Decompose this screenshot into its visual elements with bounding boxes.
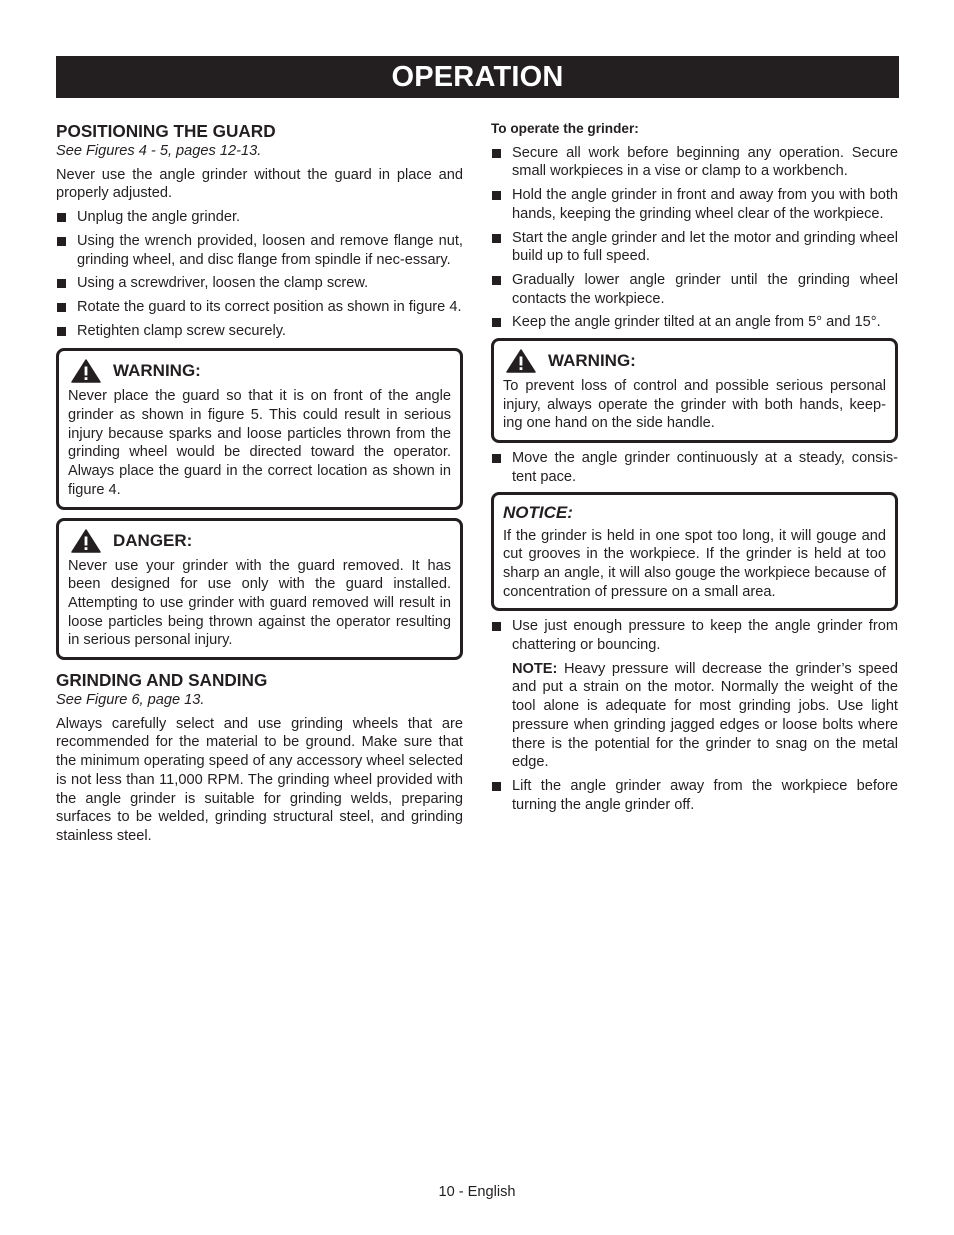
- square-bullet-icon: [57, 279, 66, 288]
- right-column: [491, 117, 898, 814]
- square-bullet-icon: [492, 782, 501, 791]
- danger-box: [56, 518, 463, 661]
- square-bullet-icon: [492, 276, 501, 285]
- warning-box: [56, 348, 463, 509]
- warning-box: [491, 338, 898, 443]
- section-heading-positioning: POSITIONING THE GUARD: [56, 121, 276, 141]
- list-item: Gradually lower angle grinder until the grinding wheel contacts the workpiece.: [491, 271, 898, 308]
- square-bullet-icon: [492, 318, 501, 327]
- list-item: Start the angle grinder and let the motor and grinding wheel build up to full speed.: [491, 229, 898, 266]
- list-item: Hold the angle grinder in front and away from you with both hands, keeping the grinding wheel clear of the workpiece.: [491, 186, 898, 223]
- square-bullet-icon: [57, 213, 66, 222]
- left-column: [56, 117, 463, 846]
- list-item: Lift the angle grinder away from the workpiece before turning the angle grinder off.: [491, 777, 898, 814]
- square-bullet-icon: [492, 191, 501, 200]
- page-title-banner: [56, 56, 899, 98]
- warning-text: Never place the guard so that it is on front of the angle grinder as shown in figure 5. This could result in serious injury because sparks and loose particles thrown from the grinding wheel would be directed toward the operator. Always place the guard in the correct location as shown in figure 4.: [68, 388, 451, 498]
- notice-text: If the grinder is held in one spot too long, it will gouge and cut grooves in the workpiece. If the grinder is held at too sharp an angle, it will also gouge the workpiece because of concentration of pressure on a small area.: [503, 527, 886, 600]
- lift-step-list: [491, 777, 898, 814]
- figure-reference: See Figure 6, page 13.: [56, 692, 205, 709]
- square-bullet-icon: [492, 234, 501, 243]
- warning-triangle-icon: [506, 349, 536, 373]
- note-label: NOTE:: [512, 660, 558, 677]
- warning-triangle-icon: [71, 529, 101, 553]
- danger-title: DANGER:: [68, 529, 451, 553]
- list-item: Unplug the angle grinder.: [56, 208, 463, 227]
- danger-text: Never use your grinder with the guard removed. It has been designed for use only with the guard installed. Attempting to use grinder with guard removed will result in loose particles being thrown against the operator resulting in serious personal injury.: [68, 557, 451, 649]
- intro-paragraph: Never use the angle grinder without the guard in place and properly adjusted.: [56, 166, 463, 202]
- warning-triangle-icon: [71, 359, 101, 383]
- section-heading-grinding: GRINDING AND SANDING: [56, 670, 268, 691]
- warning-title: WARNING:: [503, 349, 886, 373]
- note-paragraph: [491, 660, 898, 772]
- list-item: Using a screwdriver, loosen the clamp screw.: [56, 274, 463, 293]
- square-bullet-icon: [57, 237, 66, 246]
- page-title: OPERATION: [391, 61, 564, 93]
- square-bullet-icon: [492, 149, 501, 158]
- subheading-operate: To operate the grinder:: [491, 121, 639, 136]
- grinding-paragraph: Always carefully select and use grinding wheels that are recommended for the material to be ground. Make sure that the minimum operating speed of any accessory wheel selected is not less than 11,000 RPM. The grinding wheel provided with the angle grinder is suitable for grinding welds, preparing surfaces to be welded, grinding structural steel, and grinding stainless steel.: [56, 715, 463, 844]
- list-item: Keep the angle grinder tilted at an angle from 5° and 15°.: [491, 313, 898, 332]
- figure-reference: See Figures 4 - 5, pages 12-13.: [56, 143, 262, 159]
- pressure-step-list: [491, 617, 898, 654]
- list-item: Secure all work before beginning any operation. Secure small workpieces in a vise or clamp to a workbench.: [491, 144, 898, 181]
- warning-title: WARNING:: [68, 359, 451, 383]
- list-item: Using the wrench provided, loosen and remove flange nut, grinding wheel, and disc flange from spindle if nec-essary.: [56, 232, 463, 269]
- move-step-list: [491, 449, 898, 486]
- operate-steps-list: [491, 144, 898, 332]
- square-bullet-icon: [492, 622, 501, 631]
- list-item: Rotate the guard to its correct position as shown in figure 4.: [56, 298, 463, 317]
- list-item: Move the angle grinder continuously at a steady, consis-tent pace.: [491, 449, 898, 486]
- positioning-steps-list: [56, 208, 463, 340]
- list-item: Retighten clamp screw securely.: [56, 322, 463, 341]
- notice-box: [491, 492, 898, 612]
- page-footer: [0, 1183, 954, 1202]
- square-bullet-icon: [492, 454, 501, 463]
- square-bullet-icon: [57, 303, 66, 312]
- list-item: Use just enough pressure to keep the angle grinder from chattering or bouncing.: [491, 617, 898, 654]
- warning-text: To prevent loss of control and possible serious personal injury, always operate the grinder with both hands, keep-ing one hand on the side handle.: [503, 378, 886, 432]
- page-number: 10 - English: [438, 1184, 516, 1200]
- notice-title: NOTICE:: [503, 502, 573, 522]
- square-bullet-icon: [57, 327, 66, 336]
- note-text: Heavy pressure will decrease the grinder’s speed and put a strain on the motor. Normally the weight of the tool alone is adequate for most grinding jobs. Use light pressure when grinding jagged edges or loose bolts where there is the potential for the grinder to snag on the metal edge.: [512, 660, 898, 771]
